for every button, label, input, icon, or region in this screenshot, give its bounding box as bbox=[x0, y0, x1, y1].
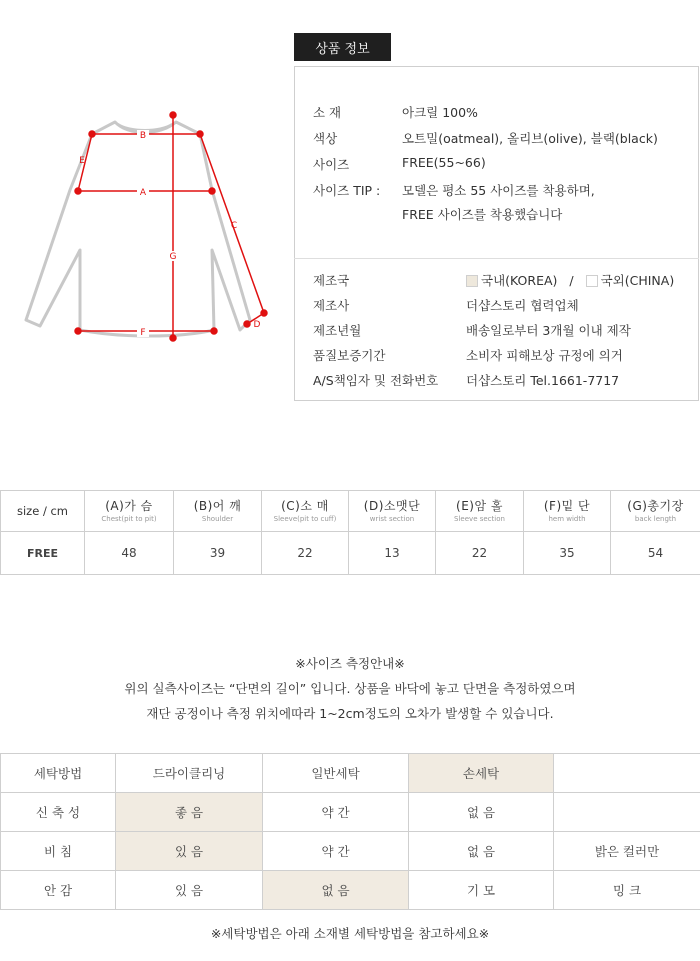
label-b: B bbox=[139, 131, 147, 141]
material-value: 아크릴 100% bbox=[402, 105, 478, 120]
as-value: 더샵스토리 Tel.1661-7717 bbox=[466, 373, 620, 388]
col-shoulder: (B)어 깨 Shoulder bbox=[174, 491, 262, 532]
size-tip-label: 사이즈 TIP : bbox=[313, 183, 381, 198]
table-row bbox=[1, 832, 700, 871]
wash-method-hand: 손세탁 bbox=[409, 754, 554, 793]
value-sleeve: 22 bbox=[262, 532, 349, 575]
color-label: 색상 bbox=[313, 131, 338, 146]
domestic-checkbox bbox=[466, 275, 478, 287]
label-f: F bbox=[140, 328, 146, 338]
value-armhole: 22 bbox=[436, 532, 524, 575]
col-sleeve: (C)소 매 Sleeve(pit to cuff) bbox=[262, 491, 349, 532]
garment-measurement-diagram bbox=[20, 110, 280, 350]
manufacturer-value: 더샵스토리 협력업체 bbox=[466, 298, 579, 313]
label-e: E bbox=[79, 156, 85, 166]
stretch-some: 약 간 bbox=[263, 793, 409, 832]
warranty-label: 품질보증기간 bbox=[313, 348, 386, 363]
size-note-line-2: 재단 공정이나 측정 위치에따라 1~2cm정도의 오차가 발생할 수 있습니다. bbox=[146, 706, 554, 721]
wash-method-label: 세탁방법 bbox=[1, 754, 116, 793]
size-tip-value: 모델은 평소 55 사이즈를 착용하며, bbox=[402, 183, 595, 198]
size-table-header bbox=[1, 491, 700, 532]
country-value bbox=[466, 271, 674, 289]
stretch-empty bbox=[554, 793, 700, 832]
label-g: G bbox=[169, 252, 177, 262]
country-label: 제조국 bbox=[313, 273, 350, 288]
value-length: 54 bbox=[611, 532, 700, 575]
sheer-some: 약 간 bbox=[263, 832, 409, 871]
manufacture-date-value: 배송일로부터 3개월 이내 제작 bbox=[466, 323, 631, 338]
size-note-title: ※사이즈 측정안내※ bbox=[295, 656, 405, 671]
wash-method-empty bbox=[554, 754, 700, 793]
stretch-none: 없 음 bbox=[409, 793, 554, 832]
manufacture-date-label: 제조년월 bbox=[313, 323, 362, 338]
table-row bbox=[1, 793, 700, 832]
wash-method-normal: 일반세탁 bbox=[263, 754, 409, 793]
label-c: C bbox=[230, 221, 238, 231]
label-a: A bbox=[139, 188, 147, 198]
country-separator: / bbox=[569, 273, 574, 288]
country-foreign: 국외(CHINA) bbox=[600, 273, 675, 288]
size-value: FREE(55~66) bbox=[402, 155, 486, 170]
sweater-outline bbox=[26, 122, 250, 336]
col-armhole: (E)암 홀 Sleeve section bbox=[436, 491, 524, 532]
sheer-yes: 있 음 bbox=[116, 832, 263, 871]
lining-yes: 있 음 bbox=[116, 871, 263, 910]
sheer-none: 없 음 bbox=[409, 832, 554, 871]
size-table-corner: size / cm bbox=[1, 491, 85, 532]
wash-footer-note: ※세탁방법은 아래 소재별 세탁방법을 참고하세요※ bbox=[210, 926, 490, 941]
lining-none: 없 음 bbox=[263, 871, 409, 910]
col-chest: (A)가 슴 Chest(pit to pit) bbox=[85, 491, 174, 532]
value-hem: 35 bbox=[524, 532, 611, 575]
label-d: D bbox=[253, 320, 261, 330]
table-row bbox=[1, 532, 700, 575]
foreign-checkbox bbox=[586, 275, 598, 287]
col-hem: (F)밑 단 hem width bbox=[524, 491, 611, 532]
wash-method-dry: 드라이클리닝 bbox=[116, 754, 263, 793]
size-table bbox=[0, 490, 700, 575]
sheer-light-only: 밝은 컬러만 bbox=[554, 832, 700, 871]
manufacturer-label: 제조사 bbox=[313, 298, 350, 313]
info-divider bbox=[294, 258, 699, 259]
lining-fleece: 기 모 bbox=[409, 871, 554, 910]
sheer-label: 비 침 bbox=[1, 832, 116, 871]
size-row-label: FREE bbox=[1, 532, 85, 575]
wash-table bbox=[0, 753, 700, 910]
product-info-tag: 상품 정보 bbox=[294, 33, 391, 61]
table-row bbox=[1, 754, 700, 793]
value-chest: 48 bbox=[85, 532, 174, 575]
size-tip-value-2: FREE 사이즈를 착용했습니다 bbox=[402, 207, 563, 222]
value-shoulder: 39 bbox=[174, 532, 262, 575]
size-note-line-1: 위의 실측사이즈는 “단면의 길이” 입니다. 상품을 바닥에 놓고 단면을 측정하였으며 bbox=[124, 681, 576, 696]
stretch-label: 신 축 성 bbox=[1, 793, 116, 832]
color-value: 오트밀(oatmeal), 올리브(olive), 블랙(black) bbox=[402, 131, 658, 146]
lining-mink: 밍 크 bbox=[554, 871, 700, 910]
col-length: (G)총기장 back length bbox=[611, 491, 700, 532]
warranty-value: 소비자 피해보상 규정에 의거 bbox=[466, 348, 623, 363]
as-label: A/S책임자 및 전화번호 bbox=[313, 373, 439, 388]
lining-label: 안 감 bbox=[1, 871, 116, 910]
material-label: 소 재 bbox=[313, 105, 342, 120]
stretch-good: 좋 음 bbox=[116, 793, 263, 832]
table-row bbox=[1, 871, 700, 910]
col-wrist: (D)소맷단 wrist section bbox=[349, 491, 436, 532]
size-label: 사이즈 bbox=[313, 157, 350, 172]
country-domestic: 국내(KOREA) bbox=[481, 273, 558, 288]
value-wrist: 13 bbox=[349, 532, 436, 575]
